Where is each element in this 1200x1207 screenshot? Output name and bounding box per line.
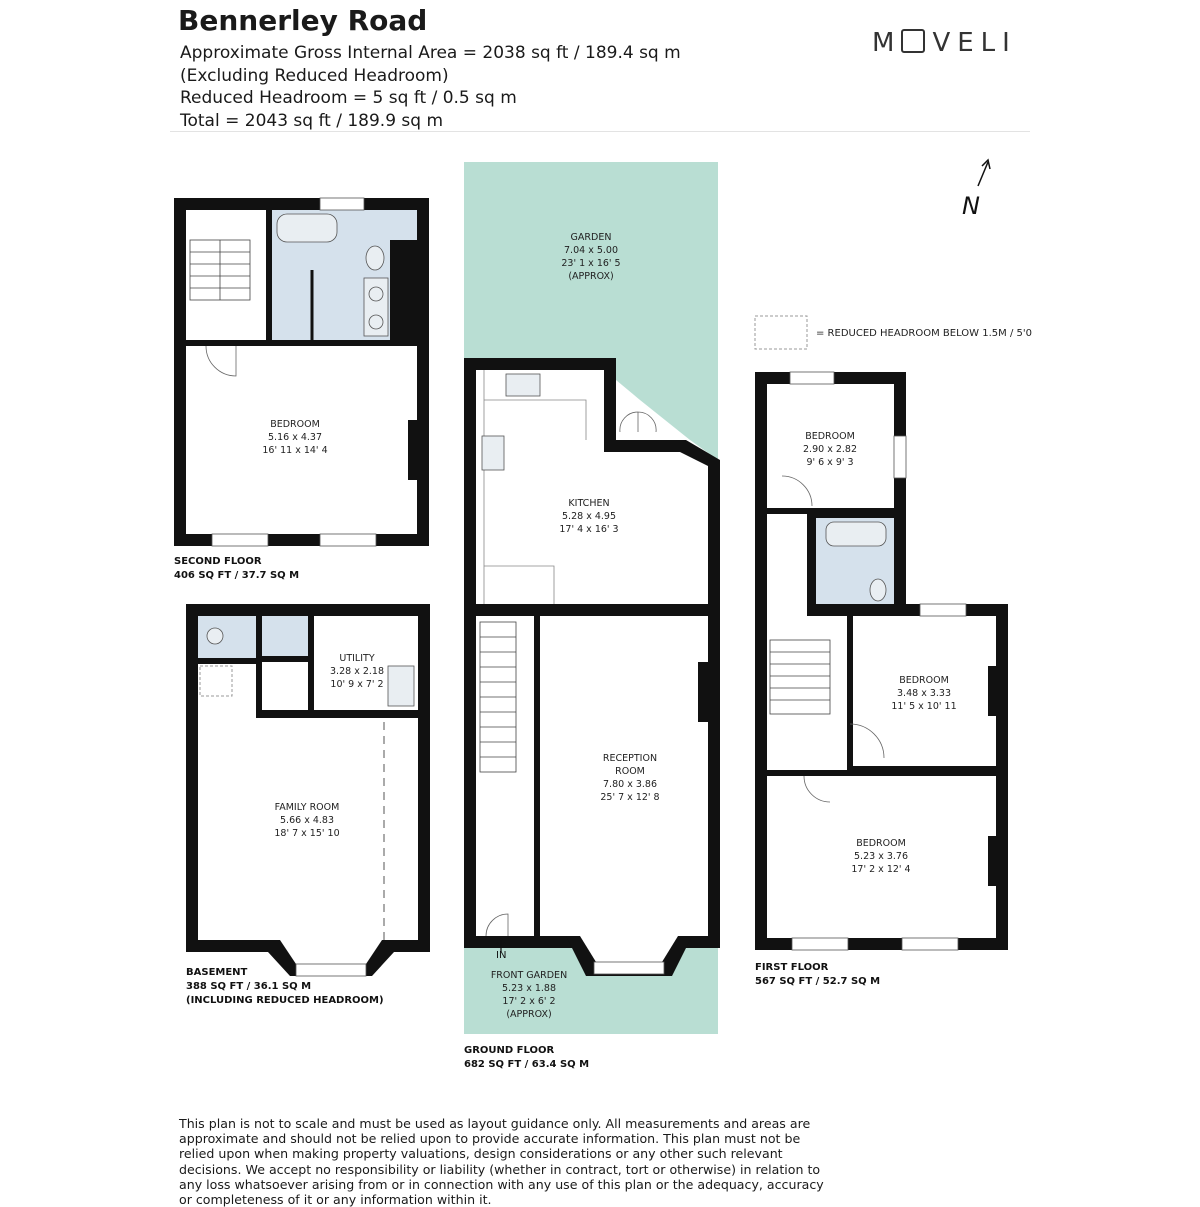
brand-logo-prefix: M bbox=[872, 28, 902, 58]
north-label: N bbox=[962, 192, 980, 220]
second-bedroom-metric: 5.16 x 4.37 bbox=[268, 432, 322, 443]
second-floor-plan bbox=[174, 198, 429, 546]
reception-chimney-breast bbox=[698, 662, 708, 722]
kitchen-imperial: 17' 4 x 16' 3 bbox=[559, 524, 619, 535]
basement-lobby bbox=[262, 662, 308, 710]
second-bedroom-name: BEDROOM bbox=[270, 419, 320, 430]
first-floor-chimney-middle bbox=[988, 666, 996, 716]
family-room-metric: 5.66 x 4.83 bbox=[280, 815, 334, 826]
first-floor-plan bbox=[755, 372, 1008, 950]
first-floor-window-side bbox=[894, 436, 906, 478]
reception-imperial: 25' 7 x 12' 8 bbox=[600, 792, 660, 803]
reception-name: RECEPTION bbox=[602, 753, 658, 764]
reduced-headroom-legend bbox=[755, 316, 1032, 349]
reduced-headroom-line: Reduced Headroom = 5 sq ft / 0.5 sq m bbox=[180, 88, 517, 108]
second-floor-toilet bbox=[366, 246, 384, 270]
second-floor-window-front-1 bbox=[212, 534, 268, 546]
first-bedroom-3-imperial: 17' 2 x 12' 4 bbox=[851, 864, 911, 875]
reception-metric: 7.80 x 3.86 bbox=[603, 779, 657, 790]
basement-area: 388 SQ FT / 36.1 SQ M bbox=[186, 981, 312, 992]
excluding-note-line: (Excluding Reduced Headroom) bbox=[180, 65, 449, 86]
page-title: Bennerley Road bbox=[178, 4, 428, 37]
family-room-name: FAMILY ROOM bbox=[274, 802, 340, 813]
second-floor-title: SECOND FLOOR bbox=[174, 556, 262, 567]
first-floor-bathtub bbox=[826, 522, 886, 546]
first-floor-landing bbox=[767, 514, 807, 770]
second-floor-stair-landing bbox=[186, 210, 266, 340]
first-bedroom-3-metric: 5.23 x 3.76 bbox=[854, 851, 908, 862]
family-room-imperial: 18' 7 x 15' 10 bbox=[274, 828, 340, 839]
second-floor-window-front-2 bbox=[320, 534, 376, 546]
basement-shower bbox=[262, 616, 308, 656]
basement-title: BASEMENT bbox=[186, 967, 248, 978]
first-floor-title: FIRST FLOOR bbox=[755, 962, 829, 973]
first-floor-window-front-1 bbox=[792, 938, 848, 950]
first-floor-toilet bbox=[870, 579, 886, 601]
north-arrow-icon bbox=[962, 160, 990, 220]
first-floor-landing-wide bbox=[807, 616, 847, 770]
ground-floor-title: GROUND FLOOR bbox=[464, 1045, 555, 1056]
first-bedroom-2-imperial: 11' 5 x 10' 11 bbox=[891, 701, 957, 712]
garden-imperial: 23' 1 x 16' 5 bbox=[561, 258, 621, 269]
second-floor-bathtub bbox=[277, 214, 337, 242]
utility-metric: 3.28 x 2.18 bbox=[330, 666, 384, 677]
utility-name: UTILITY bbox=[339, 653, 375, 664]
kitchen-sink bbox=[506, 374, 540, 396]
first-bedroom-3-name: BEDROOM bbox=[856, 838, 906, 849]
first-floor-area: 567 SQ FT / 52.7 SQ M bbox=[755, 976, 881, 987]
basement-area-note: (INCLUDING REDUCED HEADROOM) bbox=[186, 995, 384, 1006]
legend-text: = REDUCED HEADROOM BELOW 1.5M / 5'0 bbox=[816, 328, 1032, 339]
reception-bay-inner bbox=[580, 936, 678, 962]
legend-swatch bbox=[755, 316, 807, 349]
basement-bay-floor bbox=[280, 940, 382, 964]
basement-bay-window bbox=[296, 964, 366, 976]
entrance-label: IN bbox=[496, 950, 507, 961]
basement-utility-sink bbox=[388, 666, 414, 706]
first-bedroom-1-imperial: 9' 6 x 9' 3 bbox=[806, 457, 854, 468]
first-bedroom-2-name: BEDROOM bbox=[899, 675, 949, 686]
first-bedroom-1-metric: 2.90 x 2.82 bbox=[803, 444, 857, 455]
second-floor-bathroom-nook bbox=[390, 210, 417, 240]
kitchen-hob bbox=[482, 436, 504, 470]
front-garden-approx: (APPROX) bbox=[506, 1009, 552, 1020]
reception-name-line2: ROOM bbox=[615, 766, 645, 777]
garden-name: GARDEN bbox=[570, 232, 612, 243]
garden-metric: 7.04 x 5.00 bbox=[564, 245, 618, 256]
kitchen-metric: 5.28 x 4.95 bbox=[562, 511, 616, 522]
garden-approx: (APPROX) bbox=[568, 271, 614, 282]
ground-floor-plan bbox=[464, 162, 720, 1034]
second-floor-chimney-breast bbox=[408, 420, 417, 480]
second-floor-window-rear bbox=[320, 198, 364, 210]
second-bedroom-imperial: 16' 11 x 14' 4 bbox=[262, 445, 328, 456]
front-garden-metric: 5.23 x 1.88 bbox=[502, 983, 556, 994]
kitchen-name: KITCHEN bbox=[568, 498, 610, 509]
disclaimer-text: This plan is not to scale and must be used as layout guidance only. All measurements and areas are approximate and should not be relied upon to provide accurate information. This plan must not be relied upon when making property valuations, design considerations or any other such relevant decisions. We accept no responsibility or liability (whether in contract, tort or otherwise) in relation to any loss whatsoever arising from or in connection with any use of this plan or the adequacy, accuracy or completeness of it or any information within it. bbox=[179, 1116, 824, 1207]
front-garden-imperial: 17' 2 x 6' 2 bbox=[502, 996, 556, 1007]
gross-area-line: Approximate Gross Internal Area = 2038 sq ft / 189.4 sq m bbox=[180, 43, 681, 63]
first-floor-window-rear bbox=[790, 372, 834, 384]
second-floor-area: 406 SQ FT / 37.7 SQ M bbox=[174, 570, 300, 581]
utility-imperial: 10' 9 x 7' 2 bbox=[330, 679, 384, 690]
ground-floor-area: 682 SQ FT / 63.4 SQ M bbox=[464, 1059, 590, 1070]
brand-logo-suffix: VELI bbox=[932, 28, 1017, 58]
kitchen-french-doors bbox=[620, 412, 656, 432]
reception-bay-window bbox=[594, 962, 664, 974]
first-floor-chimney-front bbox=[988, 836, 996, 886]
first-floor-window-middle bbox=[920, 604, 966, 616]
first-bedroom-2-metric: 3.48 x 3.33 bbox=[897, 688, 951, 699]
first-bedroom-1-name: BEDROOM bbox=[805, 431, 855, 442]
basement-plan bbox=[186, 604, 430, 976]
first-floor-window-front-2 bbox=[902, 938, 958, 950]
total-area-line: Total = 2043 sq ft / 189.9 sq m bbox=[180, 110, 444, 131]
basement-toilet bbox=[207, 628, 223, 644]
front-garden-name: FRONT GARDEN bbox=[490, 970, 568, 981]
hallway-floor bbox=[476, 616, 534, 936]
